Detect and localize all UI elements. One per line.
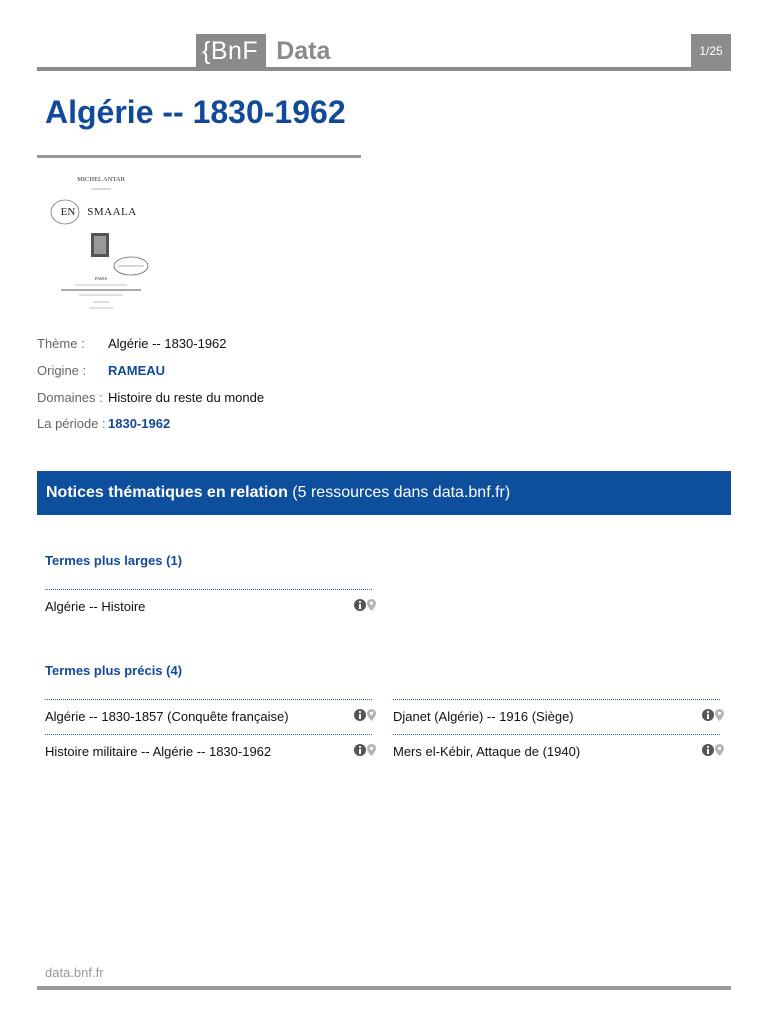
term-link[interactable]: Algérie -- 1830-1857 (Conquête française) (45, 709, 289, 724)
footer-site-name: data.bnf.fr (45, 965, 104, 980)
list-item[interactable] (45, 734, 372, 769)
meta-value-domains: Histoire du reste du monde (108, 390, 265, 405)
broader-terms-heading: Termes plus larges (1) (45, 553, 183, 568)
cover-title-left: EN (60, 206, 76, 218)
list-item[interactable] (45, 589, 372, 624)
term-link[interactable]: Histoire militaire -- Algérie -- 1830-1962 (45, 744, 272, 759)
page-counter: 1/25 (691, 34, 731, 70)
list-item[interactable] (393, 699, 720, 734)
term-link[interactable]: Algérie -- Histoire (45, 599, 146, 614)
info-icon[interactable] (702, 744, 714, 756)
location-pin-icon[interactable] (367, 599, 376, 611)
logo-data-text: Data (276, 37, 331, 65)
cover-title-right: SMAALA (87, 206, 137, 218)
meta-label-domains: Domaines : (37, 390, 103, 405)
info-icon[interactable] (354, 709, 366, 721)
location-pin-icon[interactable] (715, 744, 724, 756)
info-icon[interactable] (354, 599, 366, 611)
narrower-terms-heading: Termes plus précis (4) (45, 663, 183, 678)
title-underline (37, 155, 361, 158)
related-notices-header (37, 471, 731, 515)
logo-bnf-text: {BnF (196, 34, 266, 68)
location-pin-icon[interactable] (715, 709, 724, 721)
bnf-data-logo[interactable] (196, 34, 330, 68)
book-cover-image (45, 170, 157, 315)
meta-value-period-link[interactable]: 1830-1962 (108, 416, 171, 431)
footer-rule (37, 986, 731, 990)
meta-label-theme: Thème : (37, 336, 85, 351)
info-icon[interactable] (354, 744, 366, 756)
section-title: Notices thématiques en relation (46, 484, 288, 501)
meta-label-origin: Origine : (37, 363, 87, 378)
meta-value-origin-link[interactable]: RAMEAU (108, 363, 166, 378)
list-item[interactable] (45, 699, 372, 734)
location-pin-icon[interactable] (367, 709, 376, 721)
section-count: (5 ressources dans data.bnf.fr) (292, 484, 511, 501)
list-item[interactable] (393, 734, 720, 769)
info-icon[interactable] (702, 709, 714, 721)
cover-author: MICHEL ANTAR (77, 176, 125, 183)
meta-label-period: La période : (37, 416, 106, 431)
location-pin-icon[interactable] (367, 744, 376, 756)
header-rule (37, 67, 731, 71)
page-title: Algérie -- 1830-1962 (45, 94, 346, 130)
cover-city: PARIS (94, 276, 108, 281)
meta-value-theme: Algérie -- 1830-1962 (108, 336, 227, 351)
term-link[interactable]: Djanet (Algérie) -- 1916 (Siège) (393, 709, 574, 724)
term-link[interactable]: Mers el-Kébir, Attaque de (1940) (393, 744, 581, 759)
